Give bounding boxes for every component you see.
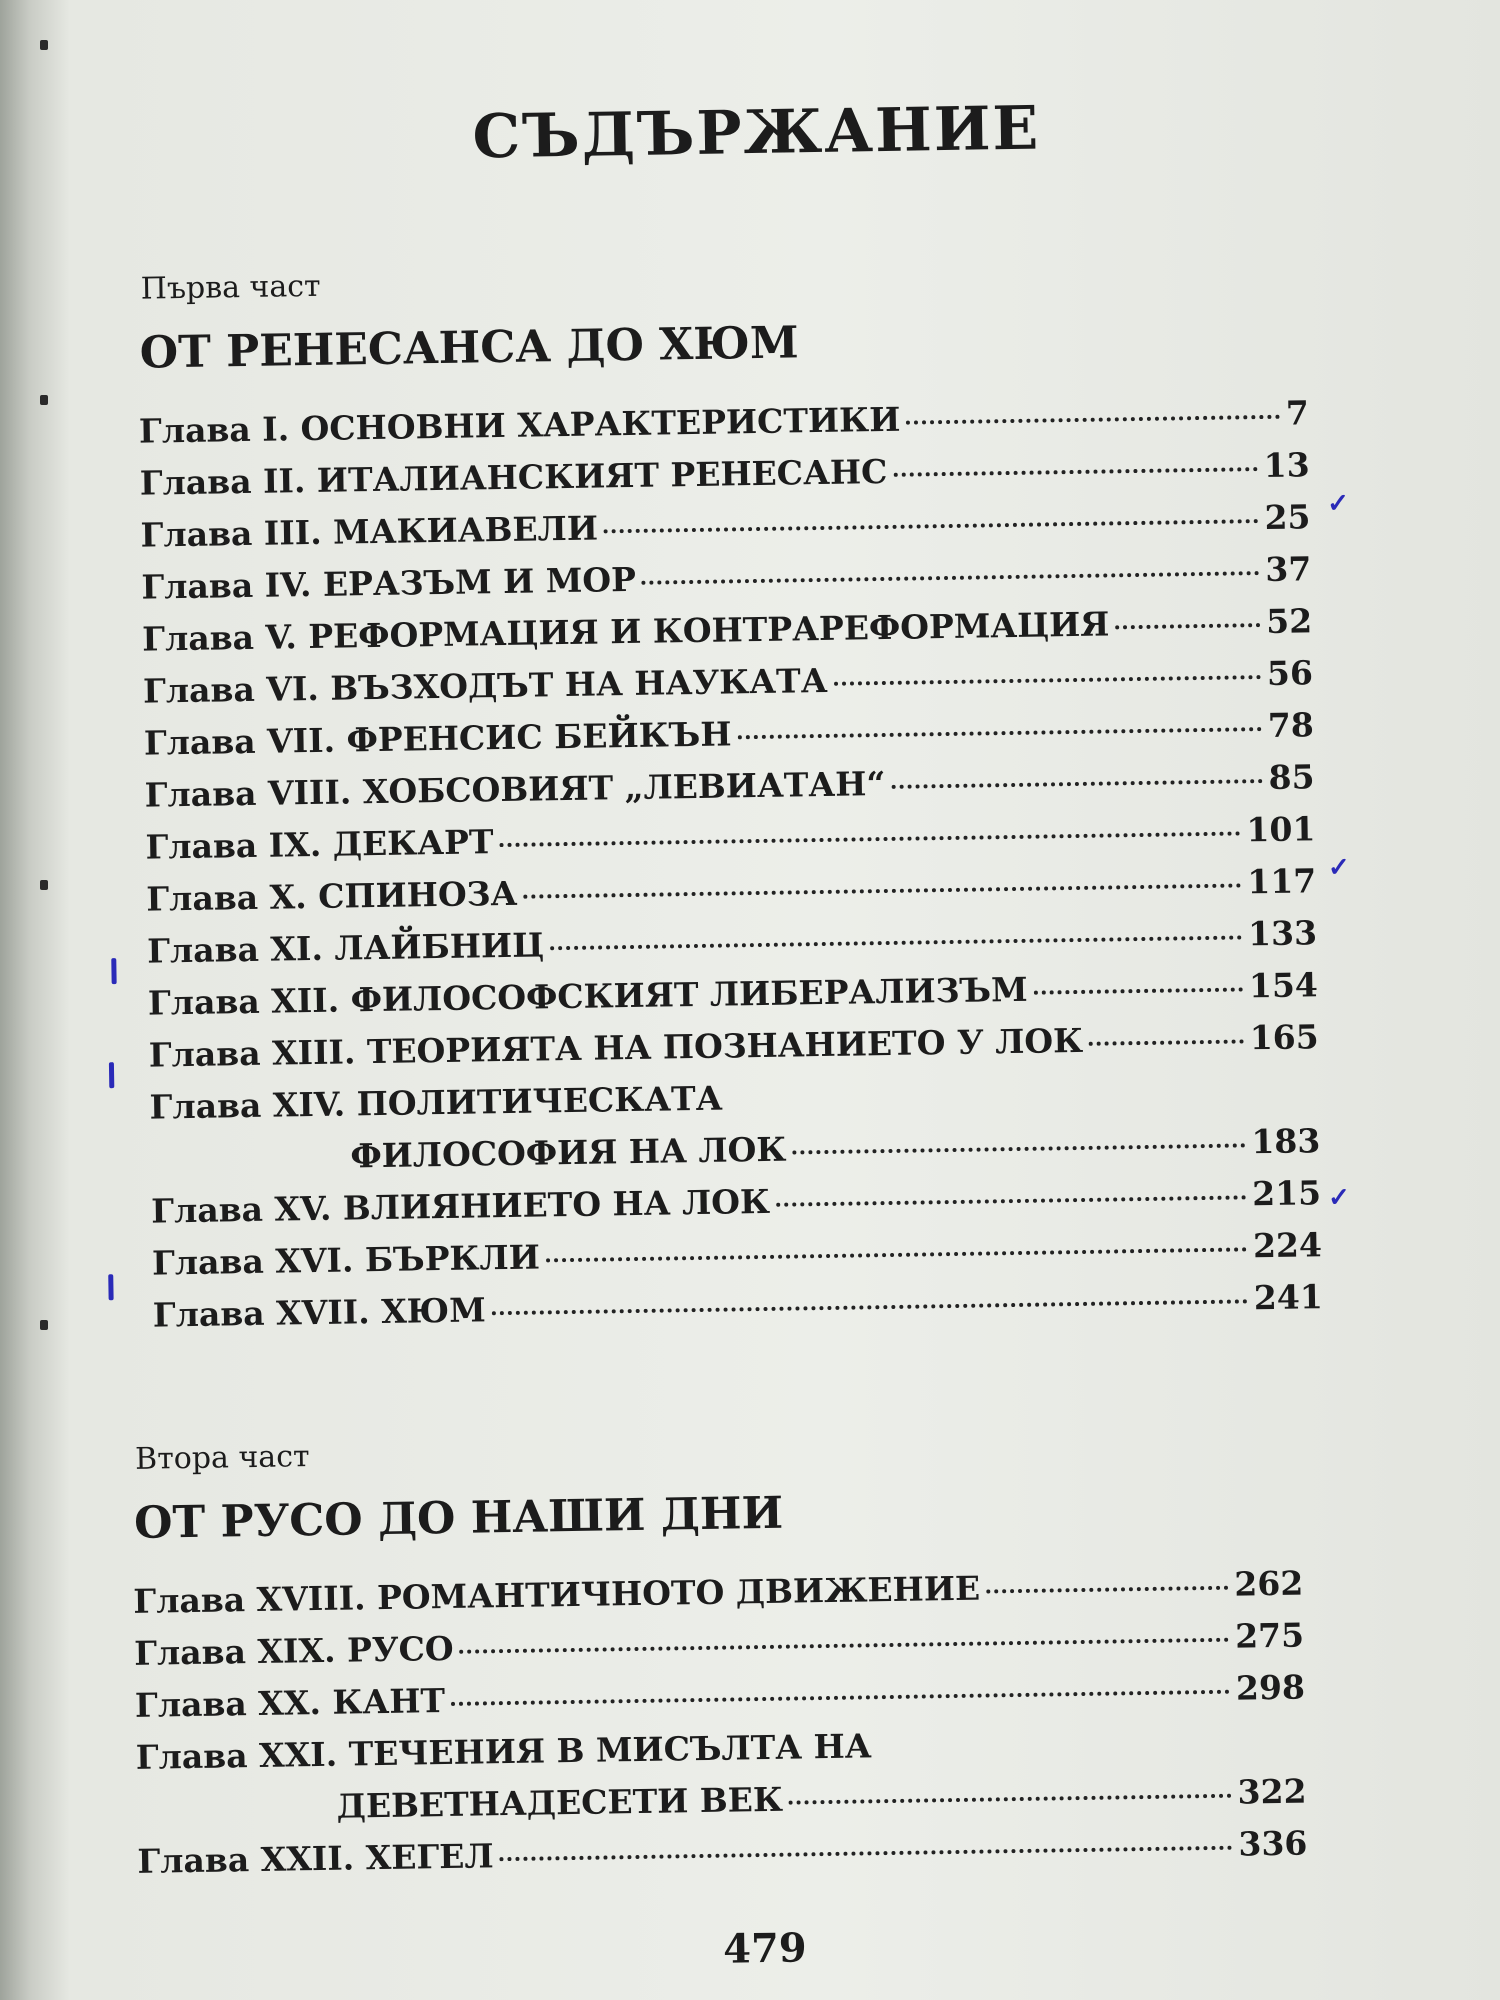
page-number: 78 [1267, 705, 1315, 745]
toc-entry[interactable]: Глава III. МАКИАВЕЛИ 25 [140, 497, 1311, 555]
page-number: 13 [1263, 445, 1310, 486]
page-number: 241 [1253, 1277, 1324, 1318]
toc-entry[interactable]: Глава V. РЕФОРМАЦИЯ И КОНТРАРЕФОРМАЦИЯ 52 [141, 601, 1313, 659]
toc-entry[interactable]: Глава X. СПИНОЗА 117 [146, 861, 1317, 919]
page-number: 56 [1266, 653, 1314, 693]
toc-entry[interactable]: Глава XV. ВЛИЯНИЕТО НА ЛОК 215 [150, 1173, 1322, 1231]
toc-entry[interactable]: Глава XXI. ТЕЧЕНИЯ В МИСЪЛТА НА [135, 1726, 872, 1777]
page-number: 37 [1265, 549, 1312, 590]
page-number: 7 [1285, 393, 1310, 433]
pen-checkmark-icon: ✓ [1327, 852, 1351, 884]
toc-entry[interactable]: Глава XII. ФИЛОСОФСКИЯТ ЛИБЕРАЛИЗЪМ 154 [147, 965, 1319, 1023]
page-number-footer: 479 [722, 1924, 808, 1973]
toc-entry[interactable]: Глава XIV. ПОЛИТИЧЕСКАТА [149, 1078, 723, 1127]
toc-entry[interactable]: Глава XXII. ХЕГЕЛ 336 [137, 1823, 1308, 1881]
part-one-chapter-list [139, 393, 1324, 1347]
page-number: 336 [1238, 1823, 1308, 1864]
part-two-label: Втора част [134, 1439, 310, 1477]
toc-entry[interactable]: Глава I. ОСНОВНИ ХАРАКТЕРИСТИКИ 7 [138, 393, 1310, 451]
page-number: 262 [1234, 1563, 1304, 1604]
toc-entry[interactable]: Глава IX. ДЕКАРТ 101 [145, 809, 1316, 867]
page-number: 52 [1265, 601, 1313, 642]
page-number: 154 [1248, 965, 1319, 1006]
part-two-chapter-list [133, 1564, 1308, 1894]
part-one-title: ОТ РЕНЕСАНСА ДО ХЮМ [139, 317, 800, 379]
page-number: 215 [1251, 1173, 1322, 1214]
toc-entry[interactable]: Глава II. ИТАЛИАНСКИЯТ РЕНЕСАНС 13 [139, 445, 1310, 503]
toc-entry-continuation[interactable]: ФИЛОСОФИЯ НА ЛОК 183 [350, 1121, 1321, 1176]
page-number: 101 [1246, 809, 1316, 850]
page-number: 25 [1264, 497, 1311, 538]
page-number: 275 [1234, 1615, 1305, 1656]
pen-checkmark-icon: ✓ [1327, 488, 1350, 520]
part-two-title: ОТ РУСО ДО НАШИ ДНИ [133, 1487, 784, 1549]
toc-entry[interactable]: Глава XVI. БЪРКЛИ 224 [151, 1225, 1323, 1283]
pen-margin-mark [111, 958, 116, 984]
page-number: 224 [1252, 1225, 1323, 1266]
toc-entry[interactable]: Глава IV. ЕРАЗЪМ И МОР 37 [141, 549, 1312, 607]
pen-margin-mark [109, 1062, 114, 1088]
toc-entry[interactable]: Глава XX. КАНТ 298 [134, 1667, 1306, 1725]
page-number: 183 [1251, 1121, 1321, 1162]
toc-entry[interactable]: Глава VI. ВЪЗХОДЪТ НА НАУКАТА 56 [142, 653, 1314, 711]
toc-entry[interactable]: Глава VIII. ХОБСОВИЯТ „ЛЕВИАТАН“ 85 [144, 757, 1315, 815]
pen-checkmark-icon: ✓ [1327, 1182, 1351, 1214]
part-one-label: Първа част [140, 268, 321, 307]
toc-entry[interactable]: Глава XI. ЛАЙБНИЦ 133 [146, 913, 1318, 971]
toc-entry[interactable]: Глава VII. ФРЕНСИС БЕЙКЪН 78 [143, 705, 1315, 763]
page-number: 133 [1247, 913, 1318, 954]
page-number: 117 [1247, 861, 1317, 902]
pen-margin-mark [108, 1274, 113, 1300]
toc-entry[interactable]: Глава XIX. РУСО 275 [133, 1615, 1305, 1673]
toc-entry-continuation[interactable]: ДЕВЕТНАДЕСЕТИ ВЕК 322 [336, 1771, 1307, 1826]
page-number: 298 [1235, 1667, 1306, 1708]
page-number: 322 [1237, 1771, 1307, 1812]
page-title: СЪДЪРЖАНИЕ [472, 93, 1041, 173]
toc-entry[interactable]: Глава XVIII. РОМАНТИЧНОТО ДВИЖЕНИЕ 262 [133, 1563, 1304, 1621]
page-number: 165 [1249, 1017, 1319, 1058]
toc-entry[interactable]: Глава XVII. ХЮМ 241 [152, 1277, 1324, 1335]
page-number: 85 [1268, 757, 1315, 797]
toc-entry[interactable]: Глава XIII. ТЕОРИЯТА НА ПОЗНАНИЕТО У ЛОК 165 [148, 1017, 1319, 1075]
